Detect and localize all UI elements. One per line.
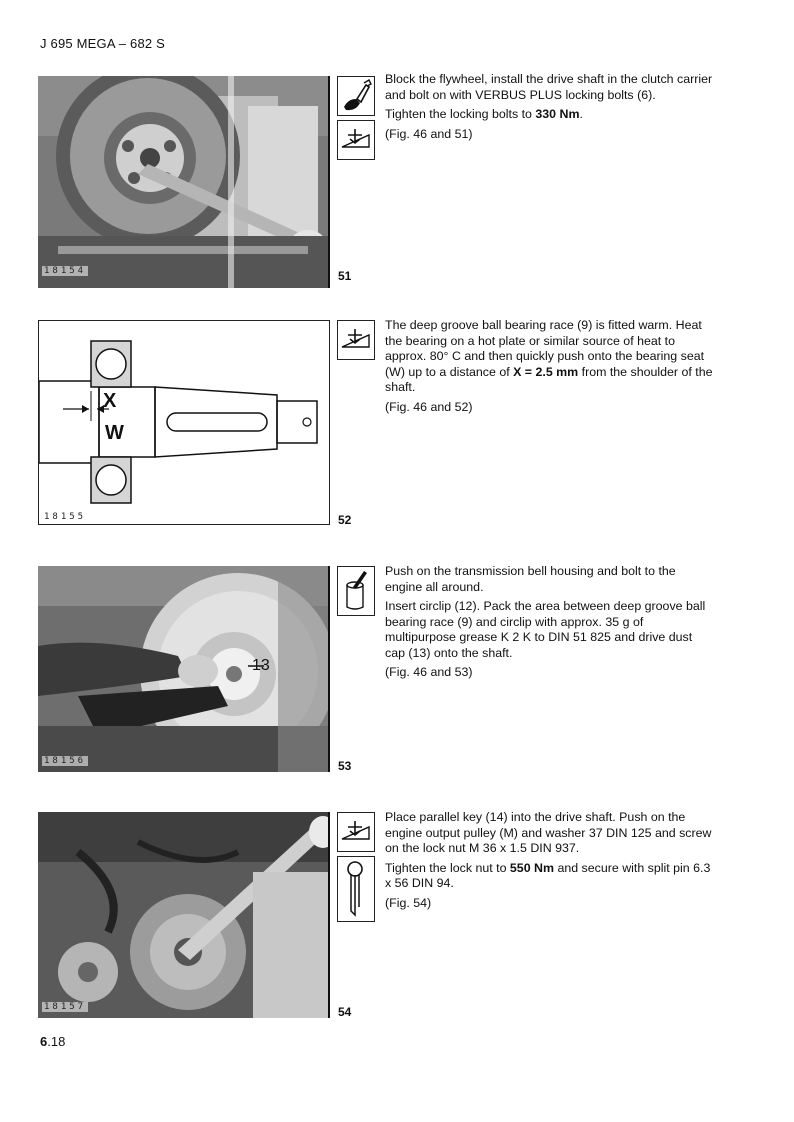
instruction-paragraph: The deep groove ball bearing race (9) is fitted warm. Heat the bearing on a hot plate or similar source of heat to approx. 80° C and then quickly push onto the bearing seat (W) up to a distance of X = 2.5 mm from the shoulder of the shaft. xyxy=(385,318,713,394)
image-number: 18154 xyxy=(44,266,87,276)
callout-label: 13 xyxy=(252,657,270,674)
instruction-paragraph: Block the flywheel, install the drive shaft in the clutch carrier and bolt on with VERBUS PLUS locking bolts (6). xyxy=(385,72,713,102)
split-pin-icon xyxy=(337,856,375,922)
figure-number: 54 xyxy=(338,1005,352,1019)
instruction-paragraph: Insert circlip (12). Pack the area between deep groove ball bearing race (9) and circlip with approx. 35 g of multipurpose grease K 2 K to DIN 51 825 and drive dust cap (13) onto the shaft. xyxy=(385,599,706,660)
image-number: 18157 xyxy=(44,1002,87,1012)
figure-reference: (Fig. 54) xyxy=(385,895,432,910)
flywheel-photo xyxy=(38,76,330,288)
figure-number: 53 xyxy=(338,759,352,773)
section-fig-53 xyxy=(0,566,794,776)
figure-number: 51 xyxy=(338,269,352,283)
engine-pulley-photo xyxy=(38,812,330,1018)
instruction-text xyxy=(385,810,715,915)
bell-housing-photo xyxy=(38,566,330,772)
figure-reference: (Fig. 46 and 51) xyxy=(385,126,473,141)
grease-pot-icon xyxy=(337,566,375,616)
document-header: J 695 MEGA – 682 S xyxy=(40,36,166,51)
bearing-diagram xyxy=(38,320,330,525)
instruction-text xyxy=(385,318,715,419)
instruction-paragraph: Tighten the lock nut to 550 Nm and secure with split pin 6.3 x 56 DIN 94. xyxy=(385,860,711,890)
figure-reference: (Fig. 46 and 52) xyxy=(385,399,473,414)
instruction-paragraph: Place parallel key (14) into the drive shaft. Push on the engine output pulley (M) and washer 37 DIN 125 and screw on the lock nut M 36 x 1.5 DIN 937. xyxy=(385,810,712,855)
image-number: 18156 xyxy=(44,756,87,766)
torque-value: 550 Nm xyxy=(509,860,554,875)
instruction-paragraph: Tighten the locking bolts to 330 Nm. xyxy=(385,107,583,121)
diagram-label-w: W xyxy=(105,422,124,444)
instruction-text xyxy=(385,72,715,146)
image-number: 18155 xyxy=(44,512,87,522)
distance-value: X = 2.5 mm xyxy=(513,364,579,379)
torque-wrench-icon xyxy=(337,812,375,852)
diagram-label-x: X xyxy=(103,390,117,412)
torque-wrench-icon xyxy=(337,320,375,360)
grease-brush-icon xyxy=(337,76,375,116)
instruction-text xyxy=(385,564,715,685)
section-fig-51 xyxy=(0,72,794,288)
section-fig-54 xyxy=(0,812,794,1022)
figure-reference: (Fig. 46 and 53) xyxy=(385,665,473,679)
torque-wrench-icon xyxy=(337,120,375,160)
instruction-paragraph: Push on the transmission bell housing and bolt to the engine all around. xyxy=(385,564,676,594)
page-number: 6.18 xyxy=(40,1034,66,1049)
figure-number: 52 xyxy=(338,513,352,527)
torque-value: 330 Nm xyxy=(535,107,580,121)
section-fig-52 xyxy=(0,320,794,530)
